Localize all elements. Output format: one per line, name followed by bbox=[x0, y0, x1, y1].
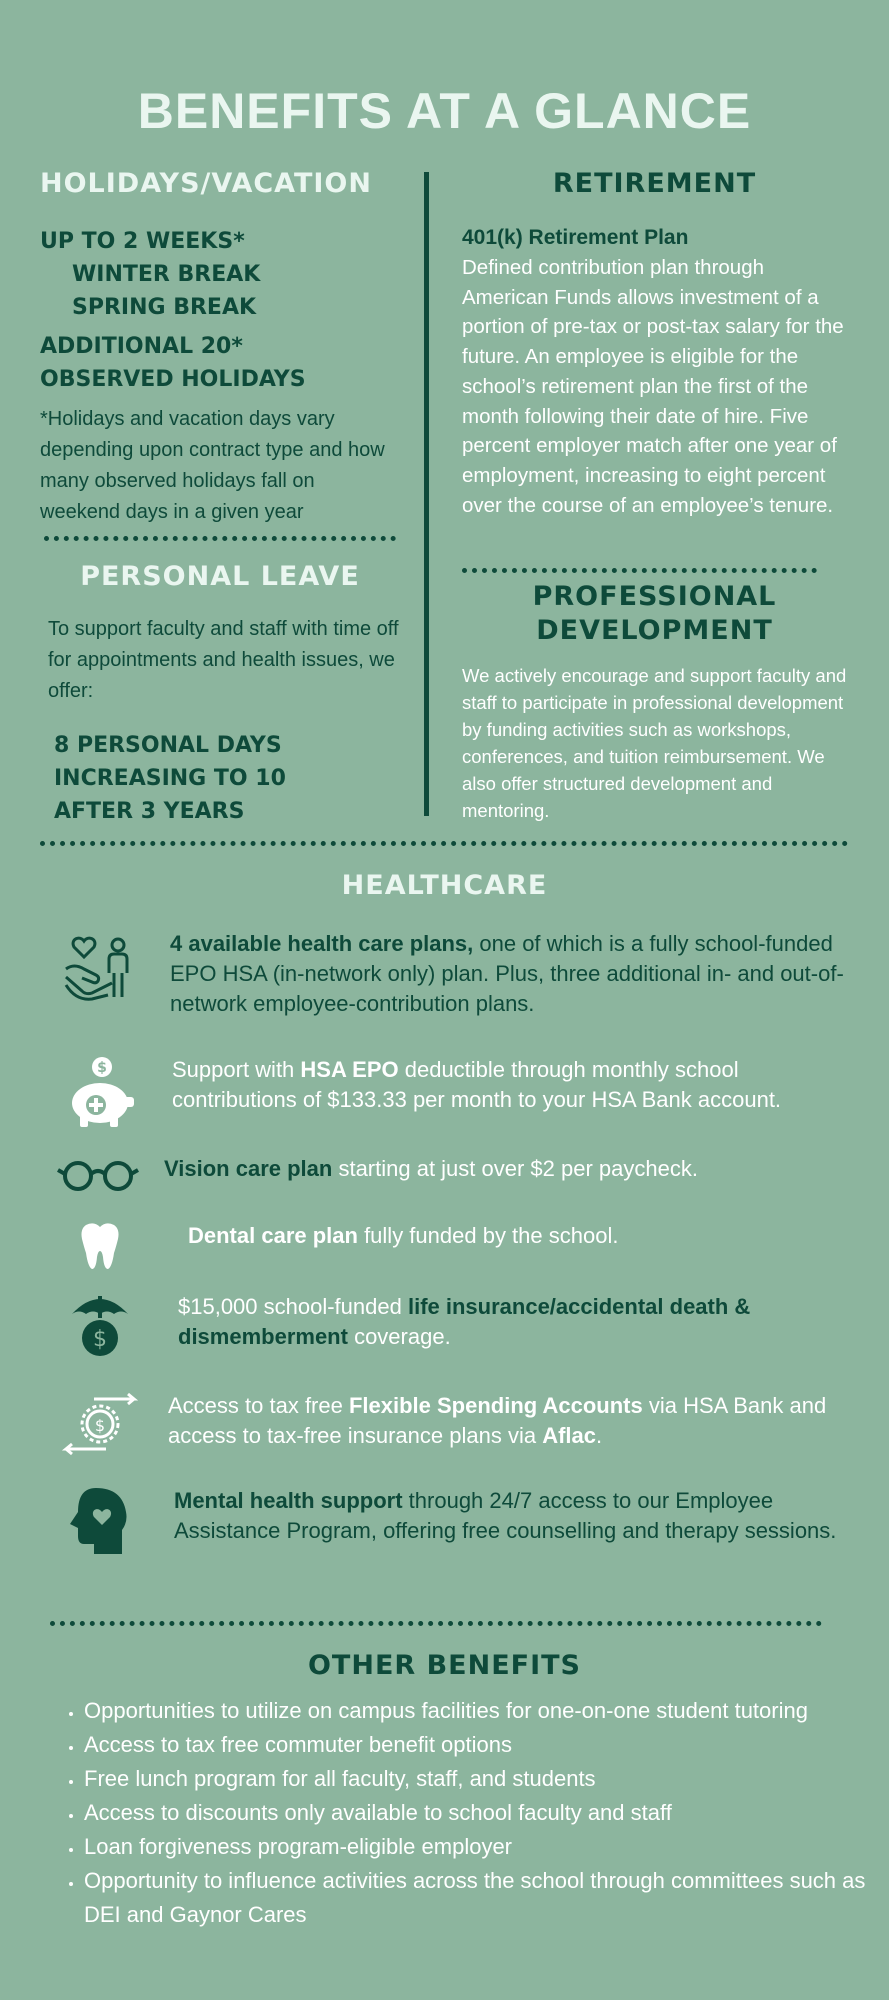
holidays-line-4: ADDITIONAL 20* bbox=[40, 334, 243, 359]
retirement-heading: RETIREMENT bbox=[552, 168, 757, 199]
healthcare-rest-hsa: deductible through monthly school contributions of $133.33 per month to your HSA Bank account. bbox=[172, 1057, 782, 1112]
list-item: • Loan forgiveness program-eligible employer bbox=[84, 1830, 889, 1864]
list-item: • Free lunch program for all faculty, staff, and students bbox=[84, 1762, 889, 1796]
holidays-line-3: SPRING BREAK bbox=[72, 295, 257, 320]
money-exchange-icon bbox=[56, 1391, 150, 1457]
umbrella-money-icon bbox=[56, 1292, 160, 1362]
healthcare-text-dental bbox=[188, 1221, 856, 1251]
personal-leave-section bbox=[40, 561, 400, 828]
svg-text:$: $ bbox=[97, 1060, 107, 1076]
healthcare-rest-vision: starting at just over $2 per paycheck. bbox=[332, 1156, 698, 1181]
healthcare-pre-life: $15,000 school-funded bbox=[178, 1294, 408, 1319]
other-benefits-heading: OTHER BENEFITS bbox=[307, 1650, 582, 1681]
healthcare-mid-fsa: via HSA Bank and access to tax-free insurance plans via bbox=[168, 1393, 827, 1448]
healthcare-pre-fsa: Access to tax free bbox=[168, 1393, 349, 1418]
healthcare-bold2-fsa: Aflac bbox=[542, 1423, 596, 1448]
healthcare-bold-vision: Vision care plan bbox=[164, 1156, 333, 1181]
healthcare-bold-fsa: Flexible Spending Accounts bbox=[348, 1393, 643, 1418]
list-item: • Access to tax free commuter benefit options bbox=[84, 1728, 889, 1762]
other-benefits-list bbox=[40, 1694, 889, 1932]
professional-development-section bbox=[462, 580, 847, 824]
healthcare-text-fsa bbox=[168, 1391, 848, 1451]
personal-leave-text: To support faculty and staff with time off for appointments and health issues, we offer: bbox=[48, 618, 399, 702]
healthcare-rest-fsa: . bbox=[595, 1423, 603, 1448]
healthcare-text-plans bbox=[170, 929, 850, 1019]
healthcare-item-vision bbox=[56, 1154, 856, 1194]
holidays-line-5: OBSERVED HOLIDAYS bbox=[40, 367, 306, 392]
holidays-line-1: UP TO 2 WEEKS* bbox=[40, 229, 245, 254]
tooth-icon bbox=[56, 1221, 170, 1271]
svg-text:$: $ bbox=[93, 1327, 107, 1352]
healthcare-bold-mental: Mental health support bbox=[174, 1488, 403, 1513]
personal-leave-heading: PERSONAL LEAVE bbox=[80, 561, 360, 592]
healthcare-pre-hsa: Support with bbox=[172, 1057, 301, 1082]
healthcare-bold-dental: Dental care plan bbox=[188, 1223, 358, 1248]
healthcare-bold-hsa: HSA EPO bbox=[300, 1057, 399, 1082]
healthcare-item-dental bbox=[56, 1221, 856, 1271]
right-divider bbox=[462, 568, 817, 573]
prof-dev-heading-line-1: PROFESSIONAL bbox=[532, 581, 777, 612]
holidays-heading: HOLIDAYS/VACATION bbox=[40, 168, 372, 199]
healthcare-bold-plans: 4 available health care plans, bbox=[170, 931, 474, 956]
vertical-divider bbox=[424, 172, 429, 816]
svg-text:$: $ bbox=[94, 1416, 106, 1435]
retirement-plan-title: 401(k) Retirement Plan bbox=[462, 226, 689, 249]
retirement-text: Defined contribution plan through American Funds allows investment of a portion of pre-tax or post-tax salary for the future. An employee is eligible for the school’s retirement plan the first of the month following their date of hire. Five percent employer match after one year of employment, increasing to eight percent over the course of an employee’s tenure. bbox=[462, 256, 844, 517]
healthcare-rest-life: coverage. bbox=[347, 1324, 451, 1349]
healthcare-rest-plans: one of which is a fully school-funded EPO HSA (in-network only) plan. Plus, three additional in- and out-of-network employee-contribution plans. bbox=[170, 931, 844, 1016]
personal-leave-line-2: INCREASING TO 10 bbox=[54, 766, 286, 791]
other-benefits-divider bbox=[50, 1621, 822, 1626]
list-item: • Opportunities to utilize on campus facilities for one-on-one student tutoring bbox=[84, 1694, 889, 1728]
healthcare-item-mental bbox=[56, 1486, 856, 1558]
list-item: • Opportunity to influence activities across the school through committees such as DEI and Gaynor Cares bbox=[84, 1864, 889, 1932]
list-item: • Access to discounts only available to school faculty and staff bbox=[84, 1796, 889, 1830]
healthcare-text-vision bbox=[164, 1154, 844, 1184]
head-heart-icon bbox=[56, 1486, 156, 1558]
healthcare-text-hsa bbox=[172, 1055, 852, 1115]
glasses-icon bbox=[56, 1154, 146, 1194]
healthcare-top-divider bbox=[40, 841, 848, 846]
prof-dev-heading-line-2: DEVELOPMENT bbox=[536, 615, 773, 646]
healthcare-bold-life: life insurance/accidental death & dismemberment bbox=[178, 1294, 751, 1349]
healthcare-heading: HEALTHCARE bbox=[341, 870, 548, 901]
personal-leave-line-3: AFTER 3 YEARS bbox=[54, 799, 245, 824]
healthcare-text-mental bbox=[174, 1486, 854, 1546]
healthcare-rest-dental: fully funded by the school. bbox=[357, 1223, 619, 1248]
personal-leave-line-1: 8 PERSONAL DAYS bbox=[54, 733, 282, 758]
healthcare-item-hsa bbox=[56, 1055, 856, 1129]
page-title: BENEFITS AT A GLANCE bbox=[137, 83, 752, 139]
left-column bbox=[40, 168, 400, 528]
healthcare-item-plans bbox=[56, 929, 856, 1019]
left-divider bbox=[44, 536, 396, 541]
heart-hand-care-icon bbox=[56, 929, 152, 1003]
right-column bbox=[462, 168, 847, 520]
holidays-note: *Holidays and vacation days vary depending upon contract type and how many observed holidays fall on weekend days in a given year bbox=[40, 408, 385, 523]
holidays-line-2: WINTER BREAK bbox=[72, 262, 261, 287]
healthcare-rest-mental: through 24/7 access to our Employee Assistance Program, offering free counselling and therapy sessions. bbox=[174, 1488, 837, 1543]
piggy-bank-icon bbox=[56, 1055, 154, 1129]
healthcare-item-fsa bbox=[56, 1391, 856, 1457]
prof-dev-text: We actively encourage and support faculty and staff to participate in professional development by funding activities such as workshops, conferences, and tuition reimbursement. We also offer structured development and mentoring. bbox=[462, 665, 847, 821]
healthcare-item-life bbox=[56, 1292, 856, 1362]
healthcare-text-life bbox=[178, 1292, 856, 1352]
